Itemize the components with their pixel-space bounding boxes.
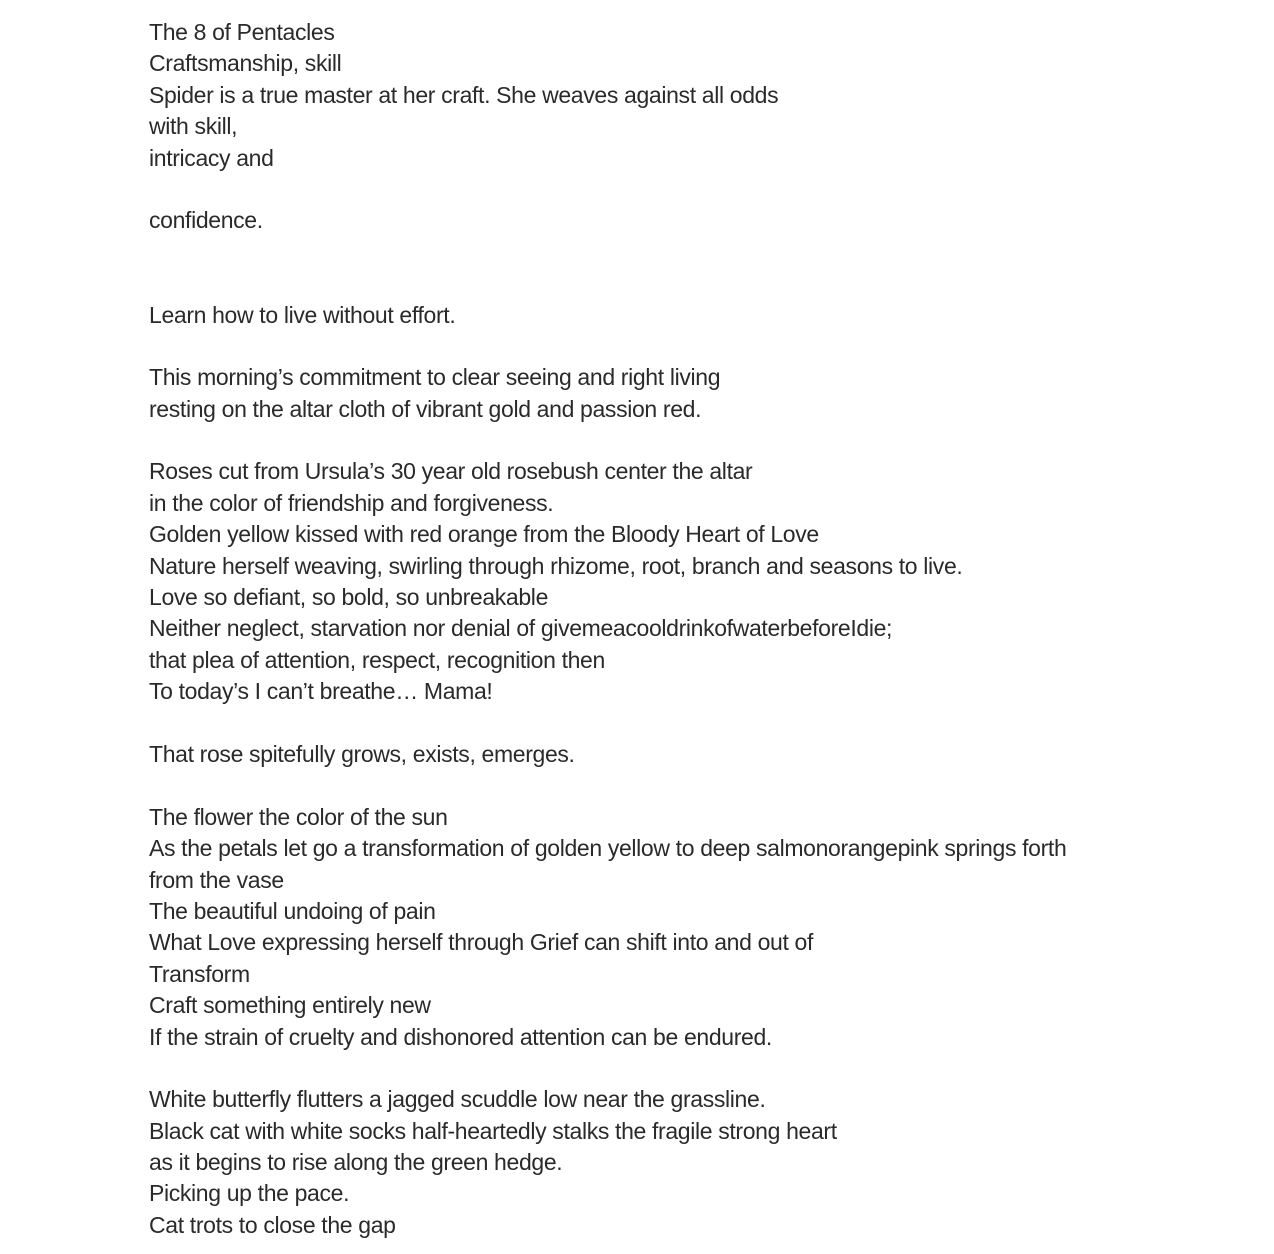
- blank-line: [149, 708, 1259, 739]
- poem-line: Transform: [149, 960, 250, 987]
- blank-line: [149, 237, 1259, 268]
- blank-line: [149, 770, 1259, 801]
- poem-line: confidence.: [149, 207, 263, 234]
- poem-line: in the color of friendship and forgiveness.: [149, 489, 554, 516]
- poem-line: resting on the altar cloth of vibrant gold and passion red.: [149, 395, 702, 422]
- poem-line: The 8 of Pentacles: [149, 19, 335, 45]
- poem-line: Neither neglect, starvation nor denial of givemeacooldrinkofwaterbeforeIdie;: [149, 615, 893, 642]
- poem-line: Picking up the pace.: [149, 1180, 350, 1207]
- blank-line: [149, 425, 1259, 456]
- poem-line: Black cat with white socks half-heartedly stalks the fragile strong heart: [149, 1117, 837, 1144]
- poem-line: As the petals let go a transformation of golden yellow to deep salmonorangepink springs forth: [149, 835, 1067, 862]
- poem-line: Craftsmanship, skill: [149, 50, 342, 77]
- poem-line: White butterfly flutters a jagged scuddle low near the grassline.: [149, 1086, 766, 1113]
- blank-line: [149, 174, 1259, 205]
- poem-line: Cat trots to close the gap: [149, 1211, 396, 1238]
- poem-line: What Love expressing herself through Grief can shift into and out of: [149, 929, 814, 956]
- poem-line: intricacy and: [149, 144, 274, 171]
- poem-line: Nature herself weaving, swirling through rhizome, root, branch and seasons to live.: [149, 552, 963, 579]
- blank-line: [149, 331, 1259, 362]
- poem-line: with skill,: [149, 113, 238, 140]
- poem-line: Love so defiant, so bold, so unbreakable: [149, 584, 549, 611]
- poem-line: The flower the color of the sun: [149, 803, 448, 830]
- poem-document: [149, 17, 1259, 1241]
- poem-line: from the vase: [149, 866, 284, 893]
- poem-line: Craft something entirely new: [149, 992, 431, 1019]
- poem-line: Spider is a true master at her craft. She weaves against all odds: [149, 81, 779, 108]
- poem-line: The beautiful undoing of pain: [149, 897, 436, 924]
- poem-line: that plea of attention, respect, recognition then: [149, 646, 605, 673]
- poem-line: If the strain of cruelty and dishonored attention can be endured.: [149, 1023, 772, 1050]
- poem-line: That rose spitefully grows, exists, emerges.: [149, 740, 575, 767]
- poem-line: This morning’s commitment to clear seeing and right living: [149, 364, 721, 391]
- poem-line: Golden yellow kissed with red orange from the Bloody Heart of Love: [149, 521, 819, 548]
- poem-line: Learn how to live without effort.: [149, 301, 456, 328]
- blank-line: [149, 268, 1259, 299]
- poem-line: To today’s I can’t breathe… Mama!: [149, 678, 493, 705]
- poem-line: Roses cut from Ursula’s 30 year old rosebush center the altar: [149, 458, 753, 485]
- blank-line: [149, 1053, 1259, 1084]
- poem-line: as it begins to rise along the green hedge.: [149, 1149, 563, 1176]
